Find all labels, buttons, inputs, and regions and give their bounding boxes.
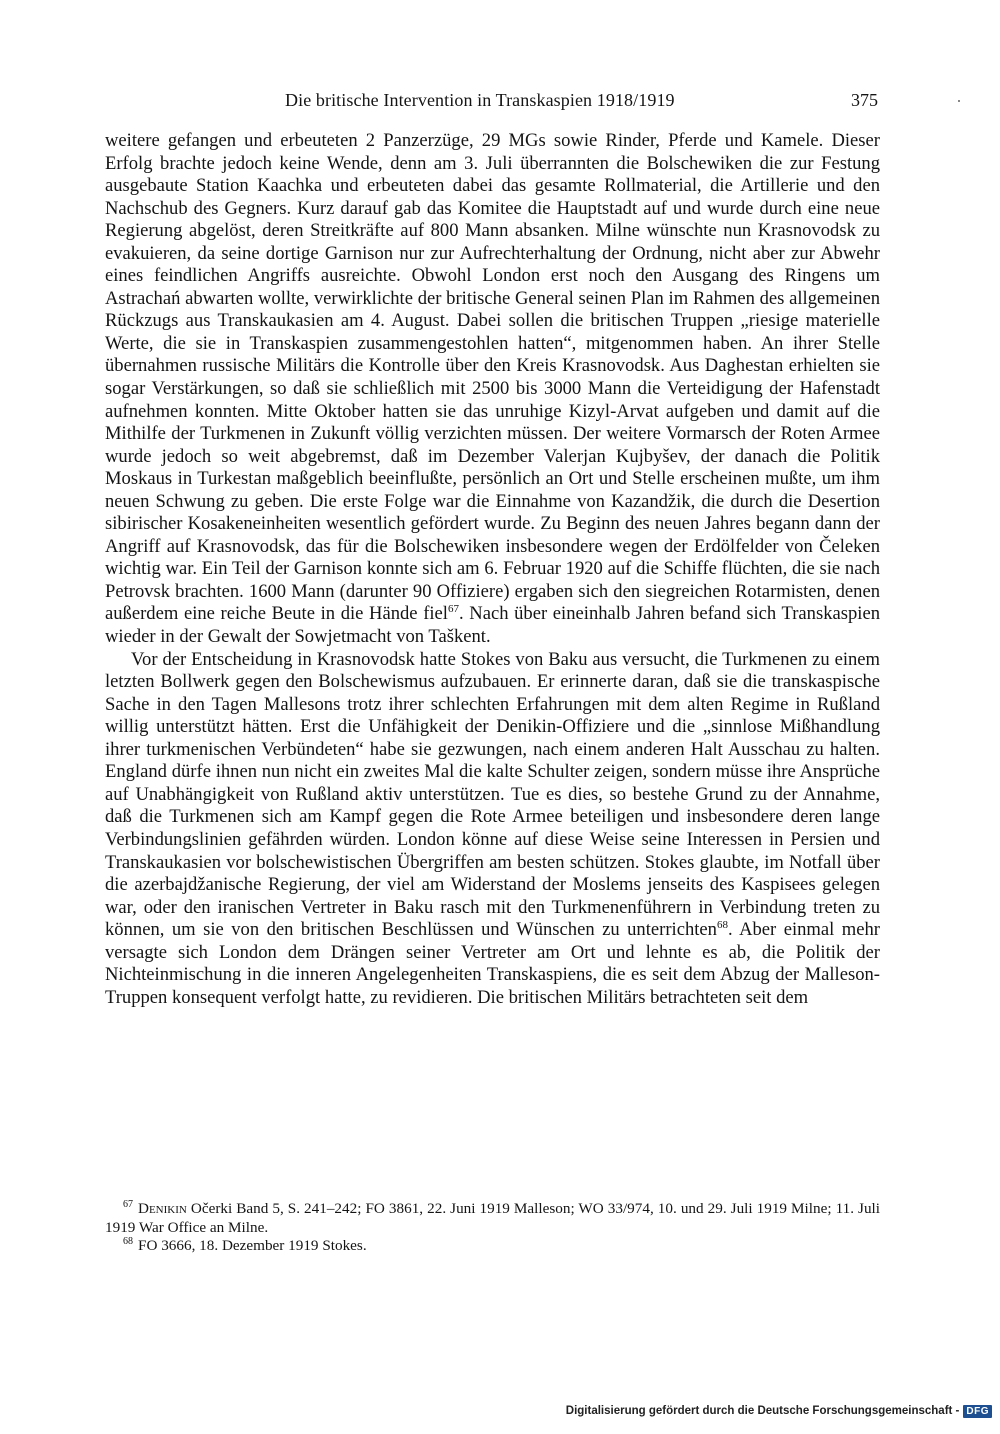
paragraph-2 xyxy=(105,649,880,1010)
footnote-ref-67: 67 xyxy=(447,603,459,616)
running-title: Die britische Intervention in Transkaspien 1918/1919 xyxy=(285,90,675,110)
footnote-ref-68: 68 xyxy=(716,918,728,931)
footnote-68 xyxy=(105,1237,880,1256)
footnote-number: 67 xyxy=(123,1198,133,1210)
digitization-credit xyxy=(566,1402,992,1420)
scan-speck xyxy=(958,100,960,102)
paragraph-1-text-end: . Nach über eineinhalb Jahren befand sich Transkaspien wieder in der Gewalt der Sowjetmacht von Taškent. xyxy=(105,603,880,648)
dfg-logo-icon: DFG xyxy=(963,1405,992,1418)
footnote-text: FO 3666, 18. Dezember 1919 Stokes. xyxy=(138,1237,367,1254)
footnote-number: 68 xyxy=(123,1235,133,1247)
body-text xyxy=(105,130,880,1009)
footnote-author: Denikin xyxy=(138,1200,187,1217)
footnote-text: Očerki Band 5, S. 241–242; FO 3861, 22. Juni 1919 Malleson; WO 33/974, 10. und 29. Juli 1919 Milne; 11. Juli 1919 War Office an Milne. xyxy=(105,1200,880,1236)
paragraph-1-text: weitere gefangen und erbeuteten 2 Panzerzüge, 29 MGs sowie Rinder, Pferde und Kamele. Dieser Erfolg brachte jedoch keine Wende, denn am 3. Juli überrannten die Bolschewiken die zur Festung ausgebaute Station Kaachka und erbeuteten dabei das gesamte Rollmaterial, die Artillerie und den Nachschub des Gegners. Kurz darauf gab das Komitee die Hauptstadt auf und wurde durch eine neue Regierung abgelöst, deren Streitkräfte auf 800 Mann absanken. Milne wünschte nun Krasnovodsk zu evakuieren, da seine dortige Garnison nur zur Aufrechterhaltung der Ordnung, nicht aber zur Abwehr eines feindlichen Angriffs ausreichte. Obwohl London erst noch den Ausgang des Ringens um Astrachań abwarten wollte, verwirklichte der britische General seinen Plan im Rahmen des allgemeinen Rückzugs aus Transkaukasien am 4. August. Dabei sollen die britischen Truppen „riesige materielle Werte, die sie in Transkaspien zusammengestohlen hatten“, mitgenommen haben. An ihrer Stelle übernahmen russische Militärs die Kontrolle über den Kreis Krasnovodsk. Aus Daghestan erhielten sie sogar Verstärkungen, so daß sie schließlich mit 2500 bis 3000 Mann die Verteidigung der Hafenstadt aufnehmen konnten. Mitte Oktober hatten sie das unruhige Kizyl-Arvat aufgeben und damit auf die Mithilfe der Turkmenen in Zukunft völlig verzichten müssen. Der weitere Vormarsch der Roten Armee wurde jedoch so weit abgebremst, daß im Dezember Valerjan Kujbyšev, der danach die Politik Moskaus in Turkestan maßgeblich beeinflußte, persönlich an Ort und Stelle erscheinen mußte, um ihm neuen Schwung zu geben. Die erste Folge war die Einnahme von Kazandžik, die durch die Desertion sibirischer Kosakeneinheiten wesentlich gefördert wurde. Zu Beginn des neuen Jahres begann dann der Angriff auf Krasnovodsk, das für die Bolschewiken insbesondere wegen der Erdölfelder von Čeleken wichtig war. Ein Teil der Garnison konnte sich am 6. Februar 1920 auf die Schiffe flüchten, die sie nach Petrovsk brachten. 1600 Mann (darunter 90 Offiziere) ergaben sich den siegreichen Rotarmisten, denen außerdem eine reiche Beute in die Hände fiel xyxy=(105,130,880,625)
credit-text: Digitalisierung gefördert durch die Deutsche Forschungsgemeinschaft - xyxy=(565,1405,960,1417)
paragraph-2-text-end: . Aber einmal mehr versagte sich London dem Drängen seiner Vertreter am Ort und lehnte es ab, die Politik der Nichteinmischung in die inneren Angelegenheiten Transkaspiens, die es seit dem Abzug der Malleson-Truppen konsequent verfolgt hatte, zu revidieren. Die britischen Militärs betrachteten seit dem xyxy=(105,919,880,1008)
running-head xyxy=(105,90,880,116)
footnotes xyxy=(105,1200,880,1256)
paragraph-1 xyxy=(105,130,880,649)
page-number: 375 xyxy=(851,90,878,110)
paragraph-2-text: Vor der Entscheidung in Krasnovodsk hatte Stokes von Baku aus versucht, die Turkmenen zu einem letzten Bollwerk gegen den Bolschewismus aufzubauen. Er erinnerte daran, daß sie die transkaspische Sache in den Tagen Mallesons trotz ihrer schlechten Erfahrungen mit dem alten Regime in Rußland willig unterstützt hätten. Erst die Unfähigkeit der Denikin-Offiziere und die „sinnlose Mißhandlung ihrer turkmenischen Verbündeten“ habe sie gezwungen, nach einem anderen Halt Ausschau zu halten. England dürfe ihnen nun nicht ein zweites Mal die kalte Schulter zeigen, sondern müsse ihre Ansprüche auf Unabhängigkeit von Rußland aktiv unterstützen. Tue es dies, so bestehe Grund zu der Annahme, daß die Turkmenen sich am Kampf gegen die Rote Armee beteiligen und insbesondere deren lange Verbindungslinien gefährden würden. London könne auf diese Weise seine Interessen in Persien und Transkaukasien vor bolschewistischen Übergriffen am besten schützen. Stokes glaubte, im Notfall über die azerbajdžanische Regierung, der viel am Widerstand der Moslems jenseits des Kaspisees gelegen war, oder den iranischen Vertreter in Baku rasch mit den Turkmenenführern in Verbindung treten zu können, um sie von den britischen Beschlüssen und Wünschen zu unterrichten xyxy=(105,648,880,941)
footnote-67 xyxy=(105,1200,880,1237)
